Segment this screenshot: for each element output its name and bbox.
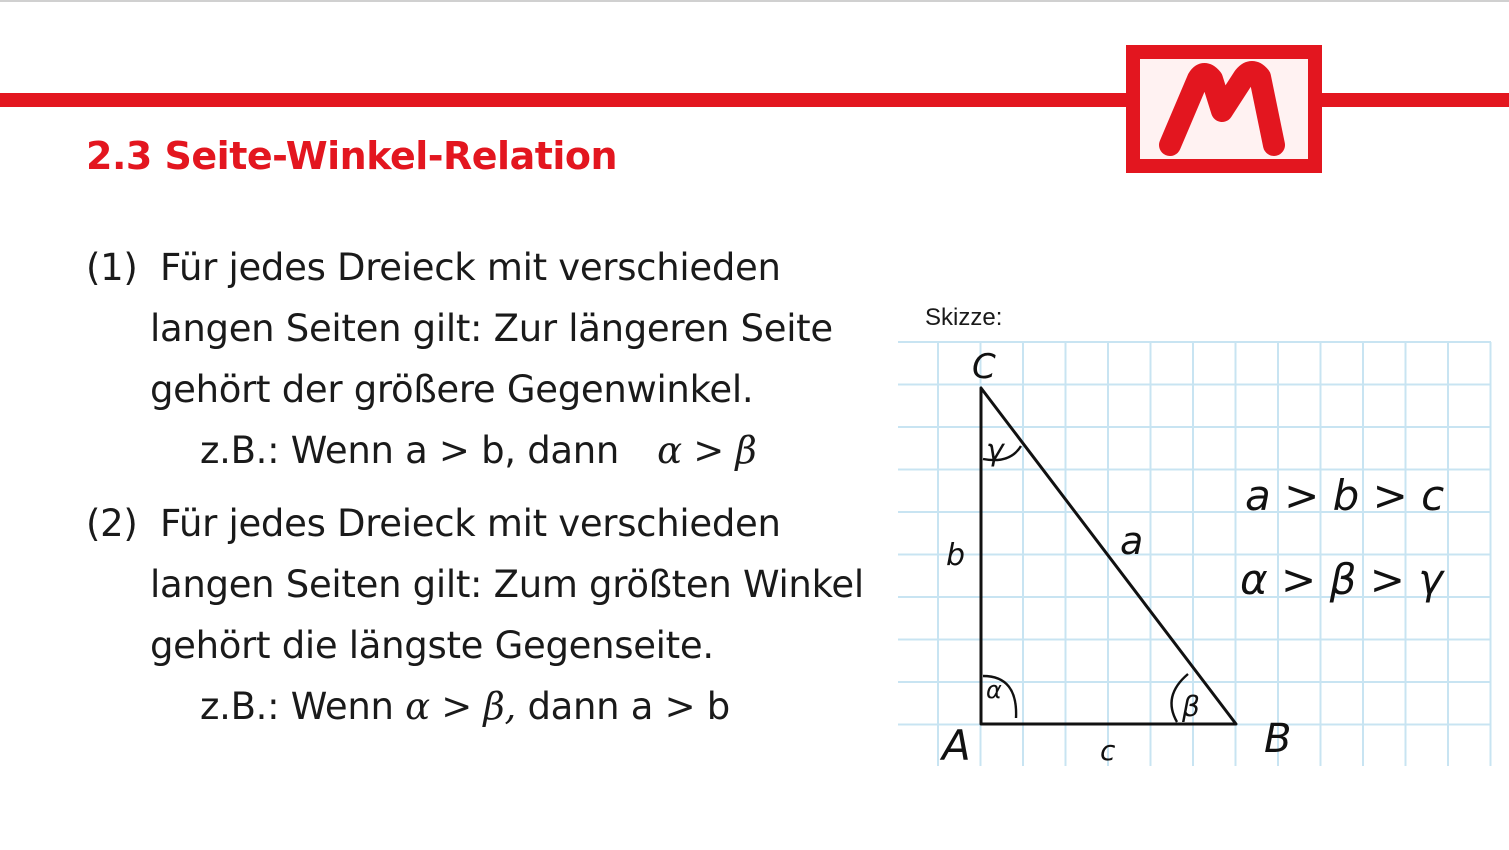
rule2-line2: langen Seiten gilt: Zum größten Winkel <box>150 563 864 606</box>
side-a-label: a <box>1120 519 1144 563</box>
rule1-line3: gehört der größere Gegenwinkel. <box>150 368 754 411</box>
rule1-line1: Für jedes Dreieck mit verschieden <box>160 246 781 289</box>
rule2-number: (2) <box>86 502 138 545</box>
rule2-line1: Für jedes Dreieck mit verschieden <box>160 502 781 545</box>
page-title: 2.3 Seite-Winkel-Relation <box>86 134 618 178</box>
side-relation: a > b > c <box>1245 471 1445 520</box>
side-c-label: c <box>1100 734 1116 767</box>
rule2-example-suffix: dann a > b <box>527 685 730 728</box>
angle-beta-label: β <box>1182 690 1200 723</box>
rule1-example-prefix: z.B.: Wenn a > b, dann <box>200 429 620 472</box>
rule1-line2: langen Seiten gilt: Zur längeren Seite <box>150 307 833 350</box>
vertex-b-label: B <box>1264 716 1292 762</box>
sketch-label: Skizze: <box>925 304 1003 331</box>
angle-gamma-label: γ <box>986 433 1004 468</box>
rule1-number: (1) <box>86 246 138 289</box>
rule2-line3: gehört die längste Gegenseite. <box>150 624 714 667</box>
vertex-a-label: A <box>942 721 971 770</box>
angle-alpha-label: α <box>986 676 1002 704</box>
vertex-c-label: C <box>972 347 996 387</box>
side-b-label: b <box>946 538 966 573</box>
angle-relation: α > β > γ <box>1240 555 1444 604</box>
rule2-example-math: α > β, <box>405 685 516 728</box>
rule1-example-math: α > β <box>657 429 757 472</box>
rule2-example-prefix: z.B.: Wenn <box>200 685 394 728</box>
